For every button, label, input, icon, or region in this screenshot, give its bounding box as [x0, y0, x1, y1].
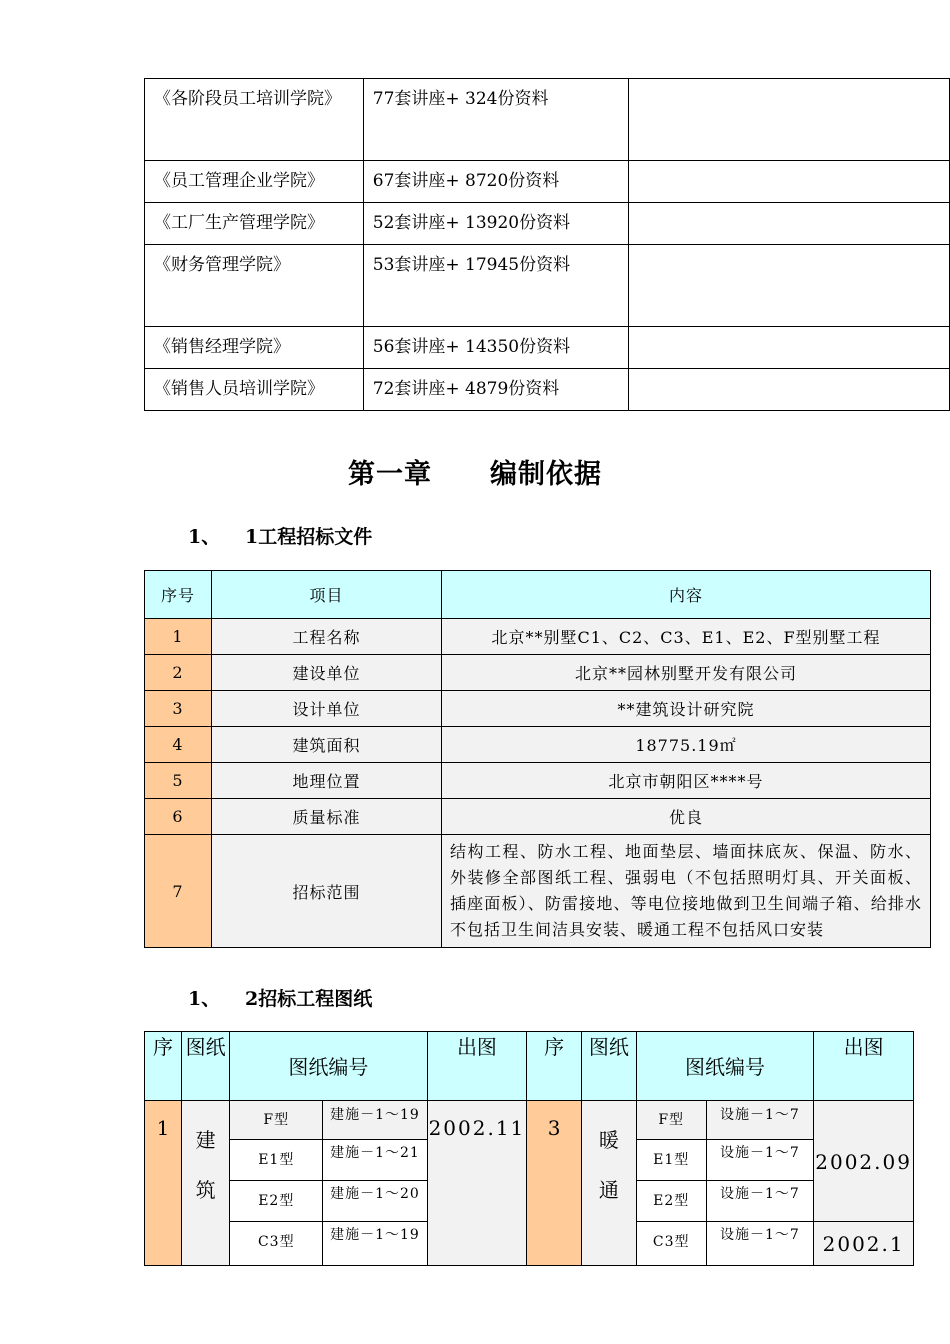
type-cell: E1型 [636, 1140, 706, 1181]
section-number: 1、 [188, 988, 221, 1010]
row-no: 5 [145, 763, 212, 799]
course-name: 《财务管理学院》 [145, 245, 364, 327]
row-item: 建设单位 [212, 655, 442, 691]
course-content: 67套讲座+ 8720份资料 [363, 161, 628, 203]
header-drawing-no: 图纸编号 [636, 1032, 813, 1101]
course-content: 77套讲座+ 324份资料 [363, 79, 628, 161]
row-item: 设计单位 [212, 691, 442, 727]
courses-table [144, 78, 950, 411]
row-item: 建筑面积 [212, 727, 442, 763]
header-seq: 序 [145, 1032, 182, 1101]
seq-cell: 1 [145, 1101, 182, 1266]
row-item: 地理位置 [212, 763, 442, 799]
header-issue: 出图 [814, 1032, 914, 1101]
section-title: 1工程招标文件 [245, 526, 373, 548]
table-row [145, 203, 950, 245]
code-cell: 设施－1～7 [706, 1181, 814, 1222]
row-content: 优良 [442, 799, 931, 835]
row-content: 北京**别墅C1、C2、C3、E1、E2、F型别墅工程 [442, 619, 931, 655]
issue-date-cell: 2002.1 [814, 1222, 914, 1266]
table-row [145, 691, 931, 727]
type-cell: C3型 [230, 1222, 323, 1266]
course-note [628, 245, 949, 327]
row-content: 18775.19㎡ [442, 727, 931, 763]
issue-date-cell: 2002.09 [814, 1101, 914, 1222]
section-heading [188, 522, 372, 549]
course-name: 《工厂生产管理学院》 [145, 203, 364, 245]
header-drawing-no: 图纸编号 [230, 1032, 427, 1101]
type-cell: E1型 [230, 1140, 323, 1181]
section-number: 1、 [188, 526, 221, 548]
code-cell: 设施－1～7 [706, 1101, 814, 1140]
course-note [628, 161, 949, 203]
code-cell: 设施－1～7 [706, 1222, 814, 1266]
category-char: 通 [598, 1178, 619, 1202]
row-item: 质量标准 [212, 799, 442, 835]
category-cell [182, 1101, 230, 1266]
type-cell: C3型 [636, 1222, 706, 1266]
section-heading [188, 984, 372, 1011]
row-content: 北京市朝阳区****号 [442, 763, 931, 799]
row-no: 1 [145, 619, 212, 655]
bid-info-table [144, 570, 931, 948]
code-cell: 建施－1～19 [323, 1101, 427, 1140]
header-no: 序号 [145, 571, 212, 619]
header-issue: 出图 [427, 1032, 527, 1101]
row-no: 7 [145, 835, 212, 948]
table-row [145, 369, 950, 411]
table-row [145, 245, 950, 327]
drawing-list-table-wrap [144, 1031, 914, 1256]
type-cell: E2型 [230, 1181, 323, 1222]
table-row [145, 1101, 914, 1140]
chapter-title: 编制依据 [490, 459, 602, 490]
course-name: 《销售经理学院》 [145, 327, 364, 369]
chapter-heading [0, 452, 950, 491]
table-header-row [145, 1032, 914, 1101]
issue-date-cell: 2002.11 [427, 1101, 527, 1266]
category-char: 暖 [598, 1128, 619, 1152]
header-seq: 序 [527, 1032, 582, 1101]
header-drawing: 图纸 [182, 1032, 230, 1101]
code-cell: 建施－1～19 [323, 1222, 427, 1266]
code-cell: 建施－1～20 [323, 1181, 427, 1222]
table-row [145, 655, 931, 691]
course-content: 56套讲座+ 14350份资料 [363, 327, 628, 369]
chapter-number: 第一章 [348, 459, 432, 490]
course-note [628, 79, 949, 161]
header-drawing: 图纸 [582, 1032, 637, 1101]
row-no: 2 [145, 655, 212, 691]
row-content: 北京**园林别墅开发有限公司 [442, 655, 931, 691]
row-content: 结构工程、防水工程、地面垫层、墙面抹底灰、保温、防水、外装修全部图纸工程、强弱电（不包括照明灯具、开关面板、插座面板）、防雷接地、等电位接地做到卫生间端子箱、给排水不包括卫生间洁具安装、暖通工程不包括风口安装 [442, 835, 931, 948]
table-row [145, 835, 931, 948]
category-cell [582, 1101, 637, 1266]
table-row [145, 327, 950, 369]
row-no: 4 [145, 727, 212, 763]
course-note [628, 327, 949, 369]
row-item: 工程名称 [212, 619, 442, 655]
drawing-list-table [144, 1031, 914, 1266]
course-content: 53套讲座+ 17945份资料 [363, 245, 628, 327]
course-note [628, 203, 949, 245]
course-content: 52套讲座+ 13920份资料 [363, 203, 628, 245]
category-char: 建 [195, 1128, 216, 1152]
row-no: 6 [145, 799, 212, 835]
type-cell: F型 [636, 1101, 706, 1140]
type-cell: E2型 [636, 1181, 706, 1222]
row-no: 3 [145, 691, 212, 727]
table-row [145, 799, 931, 835]
table-row [145, 727, 931, 763]
table-row [145, 161, 950, 203]
code-cell: 设施－1～7 [706, 1140, 814, 1181]
row-content: **建筑设计研究院 [442, 691, 931, 727]
table-row [145, 763, 931, 799]
course-name: 《各阶段员工培训学院》 [145, 79, 364, 161]
table-row [145, 619, 931, 655]
section-title: 2招标工程图纸 [245, 988, 373, 1010]
course-name: 《员工管理企业学院》 [145, 161, 364, 203]
category-char: 筑 [195, 1178, 216, 1202]
course-name: 《销售人员培训学院》 [145, 369, 364, 411]
row-item: 招标范围 [212, 835, 442, 948]
course-note [628, 369, 949, 411]
course-content: 72套讲座+ 4879份资料 [363, 369, 628, 411]
header-content: 内容 [442, 571, 931, 619]
code-cell: 建施－1～21 [323, 1140, 427, 1181]
table-header-row [145, 571, 931, 619]
seq-cell: 3 [527, 1101, 582, 1266]
type-cell: F型 [230, 1101, 323, 1140]
header-item: 项目 [212, 571, 442, 619]
table-row [145, 79, 950, 161]
